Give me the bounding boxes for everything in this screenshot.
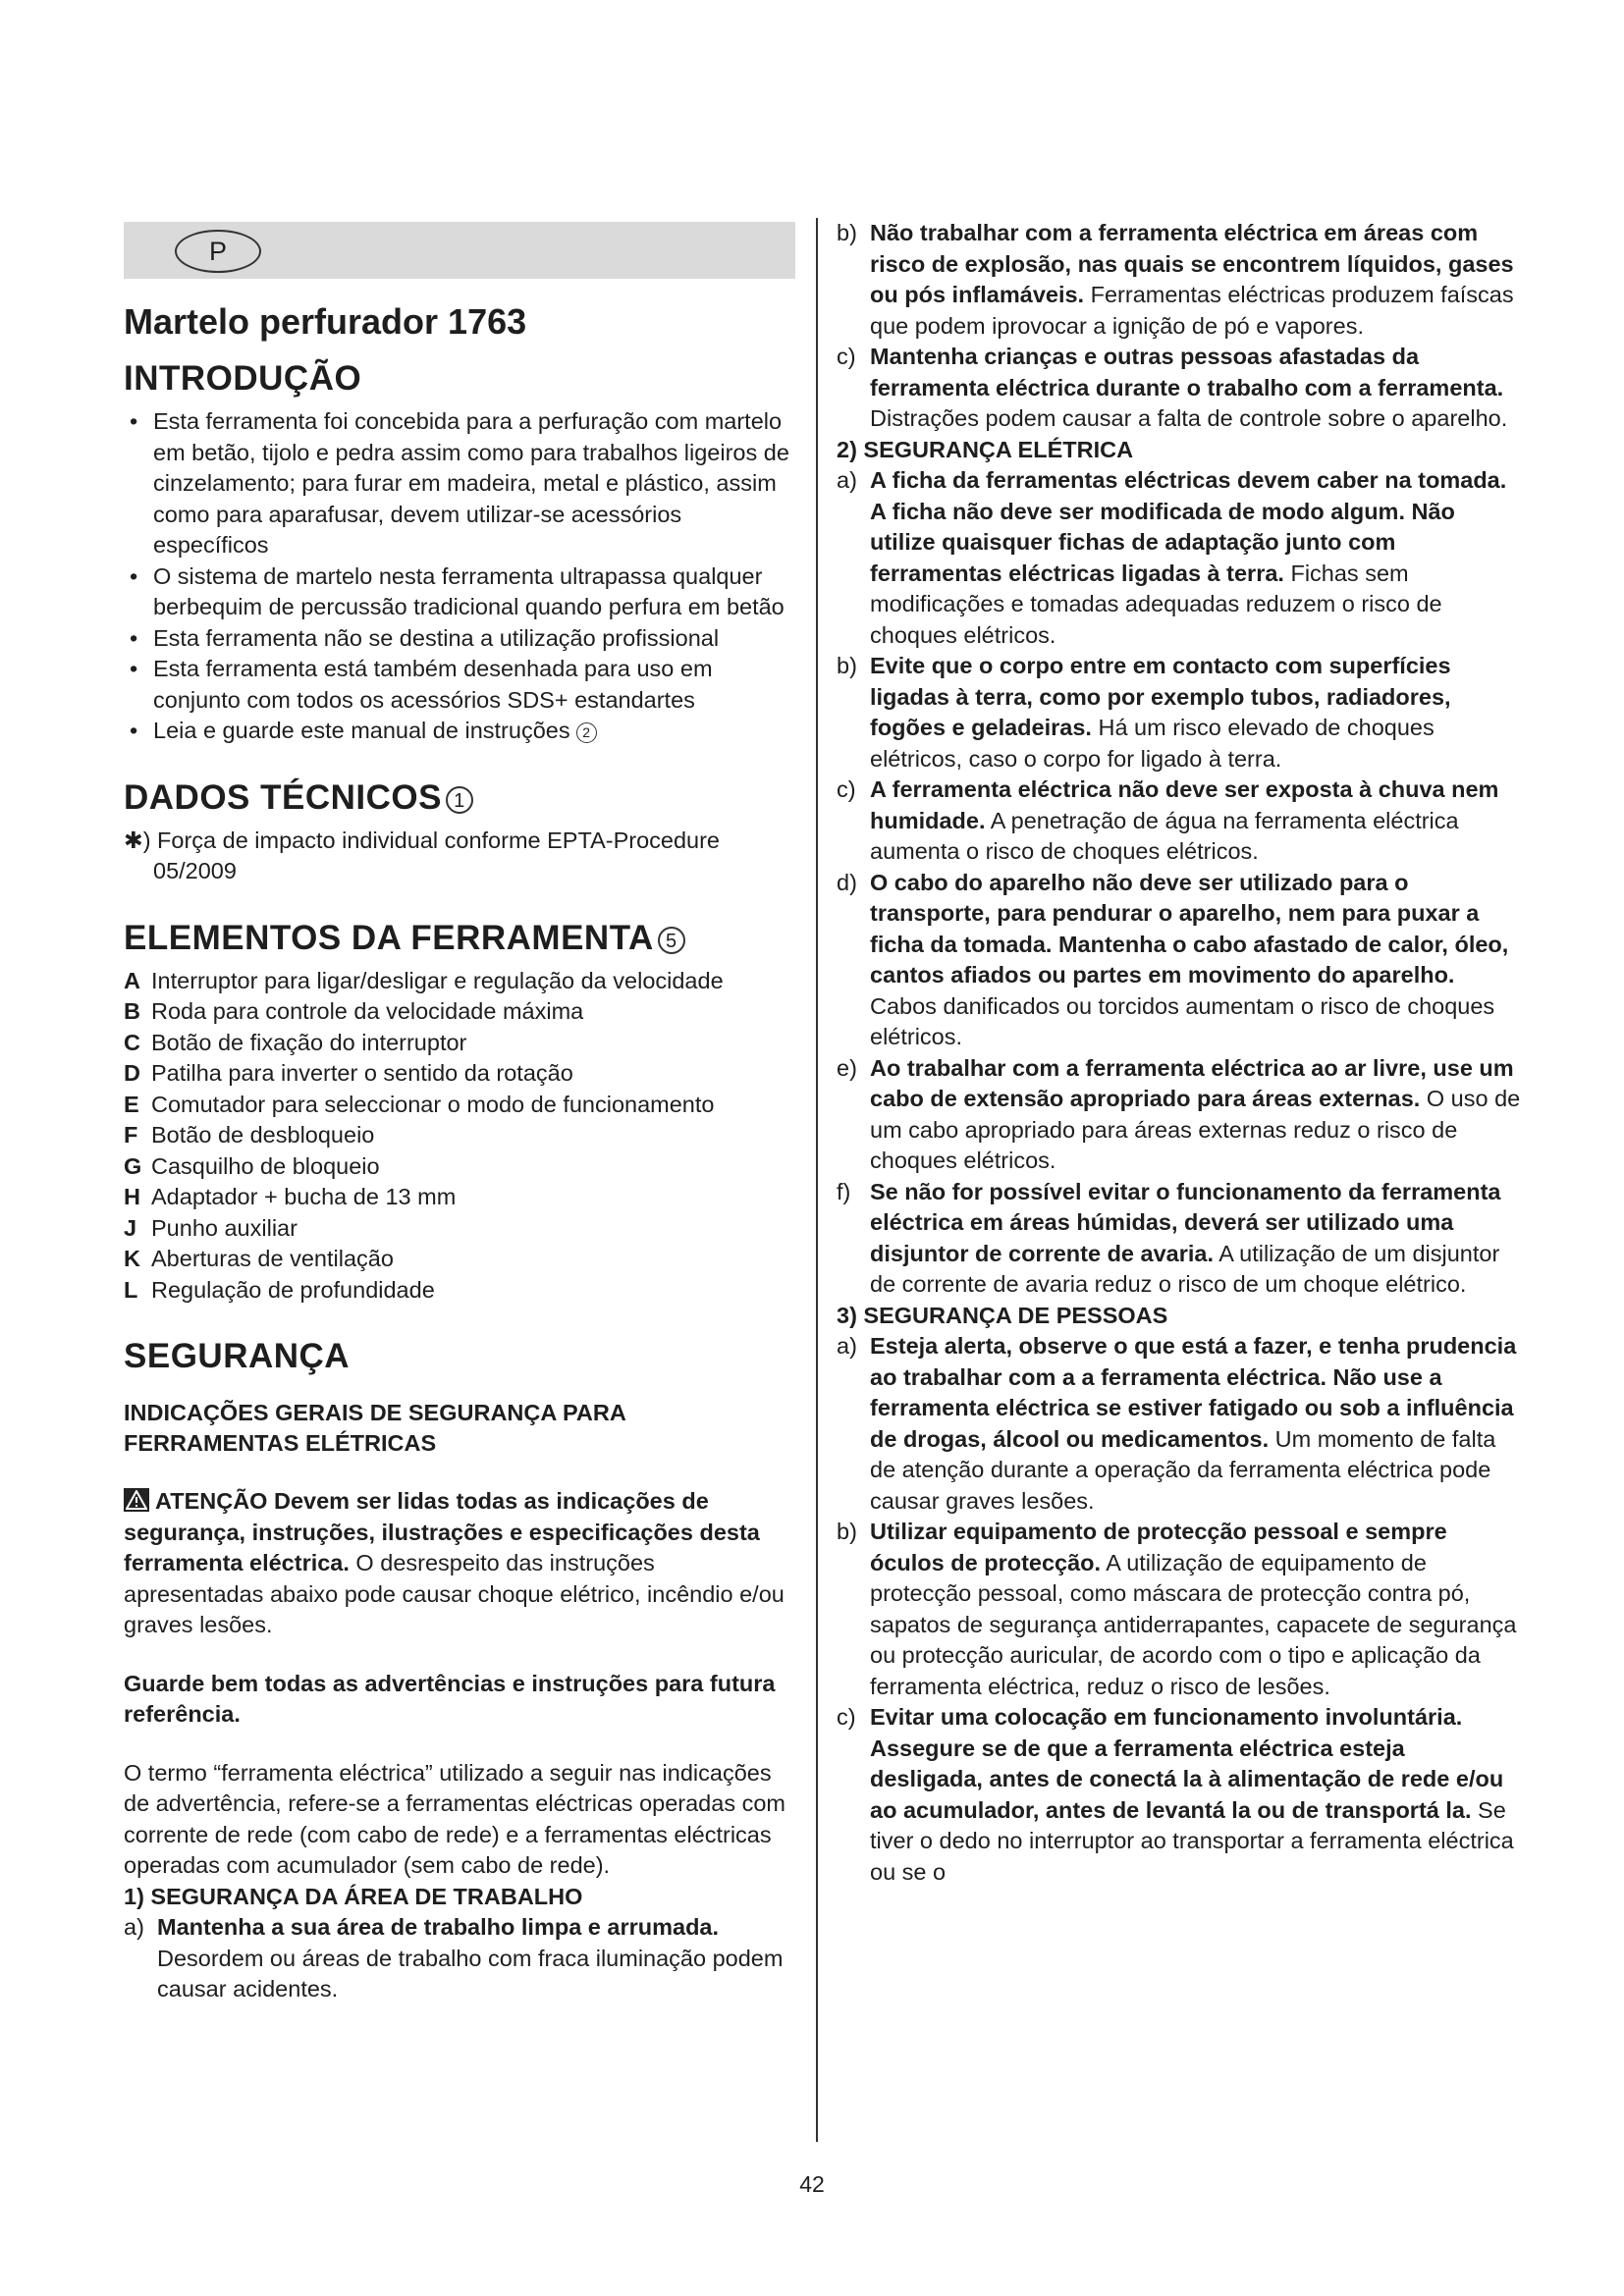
list-item [124,716,795,747]
list-item [124,1151,795,1183]
item-text: O uso de um cabo apropriado para áreas externas reduz o risco de choques elétricos. [870,1086,1521,1173]
element-text: Casquilho de bloqueio [151,1152,380,1179]
list-item [124,1182,795,1213]
item-bold-text: Evite que o corpo entre em contacto com superfícies ligadas à terra, como por exemplo tubos, radiadores, fogões e geladeiras. [870,653,1451,740]
item-label: c) [837,344,856,369]
elements-heading [124,917,795,960]
element-text: Botão de desbloqueio [151,1122,375,1148]
list-item [837,218,1524,342]
element-text: Interruptor para ligar/desligar e regulação da velocidade [151,967,724,993]
list-item [837,774,1524,868]
item-label: a) [837,467,857,493]
element-letter: A [124,967,140,993]
element-text: Aberturas de ventilação [151,1246,394,1271]
element-text: Botão de fixação do interruptor [151,1029,467,1055]
item-text: Se tiver o dedo no interruptor ao transportar a ferramenta eléctrica ou se o [870,1796,1514,1885]
list-item: • O sistema de martelo nesta ferramenta ultrapassa qualquer berbequim de percussão tradicional quando perfura em betão [124,561,795,623]
item-text: Ferramentas eléctricas produzem faíscas que podem iprovocar a ignição de pó e vapores. [870,282,1514,339]
element-text: Adaptador + bucha de 13 mm [151,1184,457,1209]
element-letter: L [124,1276,138,1303]
item-bold-text: Mantenha a sua área de trabalho limpa e arrumada. [157,1914,720,1940]
item-label: c) [837,1704,856,1730]
list-item: • Esta ferramenta não se destina a utilização profissional [124,623,795,655]
list-item: • Esta ferramenta foi concebida para a perfuração com martelo em betão, tijolo e pedra assim como para trabalhos ligeiros de cinzelamento; para furar em madeira, metal e plástico, assim como para aparafusar, devem utilizar-se acessórios específicos [124,406,795,561]
item-text: Um momento de falta de atenção durante a operação da ferramenta eléctrica pode causar graves lesões. [870,1425,1496,1514]
item-bold-text: Mantenha crianças e outras pessoas afastadas da ferramenta eléctrica durante o trabalho com a ferramenta. [870,344,1504,400]
list-item [124,1058,795,1090]
item-bold-text: Não trabalhar com a ferramenta eléctrica em áreas com risco de explosão, nas quais se encontrem líquidos, gases ou pós inflamáveis. [870,220,1514,307]
figure-ref-badge: 5 [658,927,685,954]
element-text: Roda para controle da velocidade máxima [151,998,584,1024]
item-text: A utilização de um disjuntor de corrente de avaria reduz o risco de um choque elétrico. [870,1240,1500,1297]
list-item [837,465,1524,651]
element-letter: C [124,1029,140,1055]
item-text: Fichas sem modificações e tomadas adequadas reduzem o risco de choques elétricos. [870,560,1442,648]
section-2-heading: 2) SEGURANÇA ELÉTRICA [837,436,1134,462]
element-text: Regulação de profundidade [151,1276,435,1303]
safety-subheading: INDICAÇÕES GERAIS DE SEGURANÇA PARA FERRAMENTAS ELÉTRICAS [124,1400,625,1456]
list-item-text: Leia e guarde este manual de instruções [153,718,570,743]
list-item [837,868,1524,1053]
item-label: d) [837,869,857,895]
language-badge: P [175,230,261,273]
list-item: • Esta ferramenta está também desenhada para uso em conjunto com todos os acessórios SDS+ estandartes [124,654,795,716]
section-1-heading: 1) SEGURANÇA DA ÁREA DE TRABALHO [124,1883,583,1909]
item-label: a) [837,1333,857,1359]
item-text: Cabos danificados ou torcidos aumentam o risco de choques elétricos. [870,992,1495,1049]
figure-ref-badge: 2 [576,722,597,743]
elements-heading-text: ELEMENTOS DA FERRAMENTA [124,918,654,957]
list-item [837,1053,1524,1177]
list-item [124,1275,795,1307]
element-letter: F [124,1122,138,1148]
warning-paragraph [124,1486,795,1641]
element-letter: J [124,1214,137,1241]
element-letter: D [124,1060,140,1086]
elements-list [124,966,795,1307]
list-item [837,1702,1524,1888]
item-bold-text: Esteja alerta, observe o que está a fazer, e tenha prudencia ao trabalhar com a a ferramenta eléctrica. Não use a ferramenta eléctrica se estiver fatigado ou sob a influência de drogas, álcool ou medicamentos. [870,1333,1517,1452]
item-label: b) [837,220,857,245]
term-definition: O termo “ferramenta eléctrica” utilizado a seguir nas indicações de advertência, refere-se a ferramentas eléctricas operadas com corrente de rede (com cabo de rede) e a ferramentas eléctricas operadas com acumulador (sem cabo de rede). [124,1759,785,1878]
item-label: b) [837,1519,857,1544]
element-letter: G [124,1152,142,1179]
item-label: f) [837,1178,851,1204]
item-bold-text: Se não for possível evitar o funcionamento da ferramenta eléctrica em áreas húmidas, deverá ser utilizado uma disjuntor de corrente de avaria. [870,1178,1501,1266]
list-item [837,1517,1524,1702]
keep-instructions: Guarde bem todas as advertências e instruções para futura referência. [124,1670,776,1727]
item-label: b) [837,653,857,678]
warning-text: O desrespeito das instruções apresentadas abaixo pode causar choque elétrico, incêndio e/ou graves lesões. [124,1550,785,1637]
element-letter: H [124,1184,140,1209]
intro-heading: INTRODUÇÃO [124,359,362,398]
list-item [124,966,795,997]
item-bold-text: A ficha da ferramentas eléctricas devem caber na tomada. A ficha não deve ser modificada de modo algum. Não utilize quaisquer fichas de adaptação junto com ferramentas eléctricas ligadas à terra. [870,467,1507,586]
list-item [837,1177,1524,1301]
item-text: A penetração de água na ferramenta eléctrica aumenta o risco de choques elétricos. [870,807,1459,864]
warning-triangle-icon [124,1488,149,1512]
column-divider [816,218,818,2142]
right-column [837,218,1524,1888]
item-label: a) [124,1914,144,1940]
list-item [837,1331,1524,1517]
item-bold-text: Evitar uma colocação em funcionamento involuntária. Assegure se de que a ferramenta eléctrica esteja desligada, antes de conectá la à alimentação de rede e/ou ao acumulador, antes de levantá la ou de transportá la. [870,1704,1504,1823]
element-text: Comutador para seleccionar o modo de funcionamento [151,1091,715,1117]
element-letter: K [124,1246,140,1271]
list-item [124,996,795,1028]
intro-list [124,406,795,747]
tech-footnote: ✱) Força de impacto individual conforme EPTA-Procedure 05/2009 [124,827,721,883]
warning-bold-text: ATENÇÃO Devem ser lidas todas as indicações de segurança, instruções, ilustrações e especificações desta ferramenta eléctrica. [124,1488,760,1575]
safety-heading: SEGURANÇA [124,1337,351,1375]
section-3-heading: 3) SEGURANÇA DE PESSOAS [837,1302,1168,1328]
element-text: Punho auxiliar [151,1214,298,1241]
tech-heading [124,776,795,820]
list-item [837,342,1524,435]
item-bold-text: O cabo do aparelho não deve ser utilizado para o transporte, para pendurar o aparelho, nem para puxar a ficha da tomada. Mantenha o cabo afastado de calor, óleo, cantos afiados ou partes em movimento do aparelho. [870,869,1509,988]
list-item [124,1120,795,1151]
left-column [124,222,795,2005]
item-bold-text: A ferramenta eléctrica não deve ser exposta à chuva nem humidade. [870,776,1499,833]
tech-heading-text: DADOS TÉCNICOS [124,777,442,817]
item-bold-text: Utilizar equipamento de protecção pessoal e sempre óculos de protecção. [870,1519,1447,1575]
figure-ref-badge: 1 [446,786,473,814]
element-text: Patilha para inverter o sentido da rotação [151,1060,573,1086]
item-text: Distrações podem causar a falta de controle sobre o aparelho. [870,405,1508,431]
list-item [124,1028,795,1059]
list-item [124,1244,795,1275]
language-band [124,222,795,279]
document-title: Martelo perfurador 1763 [124,301,527,342]
item-label: e) [837,1054,857,1081]
page-number: 42 [799,2171,825,2197]
list-item [837,651,1524,774]
list-item [124,1090,795,1121]
list-item [124,1213,795,1245]
item-bold-text: Ao trabalhar com a ferramenta eléctrica ao ar livre, use um cabo de extensão apropriado para áreas externas. [870,1054,1514,1111]
item-label: c) [837,776,856,802]
element-letter: B [124,998,140,1024]
list-item [124,1912,795,2005]
element-letter: E [124,1091,139,1117]
item-text: A utilização de equipamento de protecção pessoal, como máscara de protecção contra pó, sapatos de segurança antiderrapantes, capacete de segurança ou protecção auricular, de acordo com o tipo e aplicação da ferramenta eléctrica, reduz o risco de lesões. [870,1549,1517,1699]
item-text: Há um risco elevado de choques elétricos, caso o corpo for ligado à terra. [870,715,1435,772]
item-text: Desordem ou áreas de trabalho com fraca iluminação podem causar acidentes. [157,1945,784,2002]
